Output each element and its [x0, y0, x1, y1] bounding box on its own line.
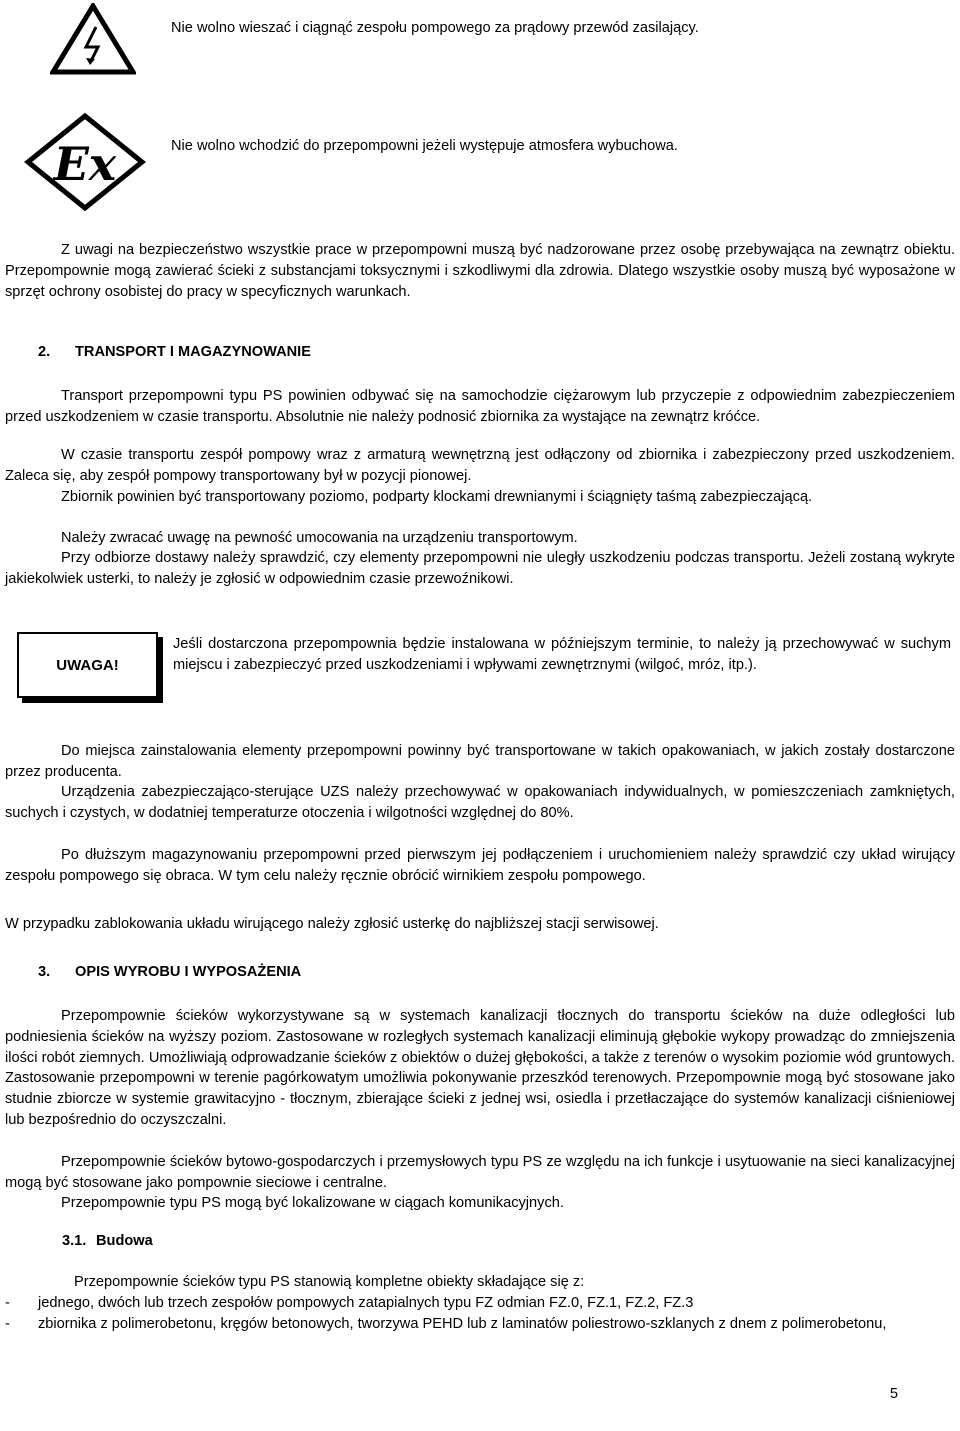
- list-item: zbiornika z polimerobetonu, kręgów betonowych, tworzywa PEHD lub z laminatów poliestrowo-szklanych z dnem z polimerobetonu,: [38, 1316, 887, 1332]
- uwaga-label: UWAGA!: [56, 656, 119, 674]
- warning-explosive-text: Nie wolno wchodzić do przepompowni jeżeli występuje atmosfera wybuchowa.: [171, 138, 678, 154]
- section-3-paragraph: Przepompownie ścieków bytowo-gospodarczych i przemysłowych typu PS ze względu na ich funkcje i usytuowanie na sieci kanalizacyjnej mogą być stosowane jako pompownie sieciowe i centralne.: [5, 1154, 955, 1191]
- high-voltage-warning-icon: [50, 3, 136, 75]
- section-3-paragraph: Przepompownie typu PS mogą być lokalizowane w ciągach komunikacyjnych.: [61, 1195, 564, 1211]
- list-dash: -: [5, 1316, 10, 1332]
- section-3-1-number: 3.1.: [62, 1233, 87, 1249]
- safety-paragraph: Z uwagi na bezpieczeństwo wszystkie prace w przepompowni muszą być nadzorowane przez osobę przebywająca na zewnątrz obiektu. Przepompownie mogą zawierać ścieki z substancjami toksycznymi i szkodliwymi dla zdrowia. Dlatego wszystkie osoby muszą być wyposażone w sprzęt ochrony osobistej do pracy w specyficznych warunkach.: [5, 242, 955, 300]
- list-item: jednego, dwóch lub trzech zespołów pompowych zatapialnych typu FZ odmian FZ.0, FZ.1, FZ.2, FZ.3: [38, 1295, 694, 1311]
- list-dash: -: [5, 1295, 10, 1311]
- section-2-number: 2.: [38, 344, 51, 360]
- uwaga-box: [17, 632, 158, 698]
- section-2-title: TRANSPORT I MAGAZYNOWANIE: [75, 344, 311, 360]
- warning-electric-text: Nie wolno wieszać i ciągnąć zespołu pompowego za prądowy przewód zasilający.: [171, 20, 699, 36]
- ex-icon-label: Ex: [53, 137, 117, 191]
- section-3-1-intro: Przepompownie ścieków typu PS stanowią kompletne obiekty składające się z:: [74, 1274, 585, 1290]
- section-2-paragraph: W czasie transportu zespół pompowy wraz z armaturą wewnętrzną jest odłączony od zbiornika i zabezpieczony przed uszkodzeniem. Zaleca się, aby zespół pompowy transportowany był w pozycji pionowej.: [5, 447, 955, 484]
- section-3-title: OPIS WYROBU I WYPOSAŻENIA: [75, 964, 302, 980]
- section-3-number: 3.: [38, 964, 51, 980]
- storage-paragraph: Urządzenia zabezpieczająco-sterujące UZS należy przechowywać w opakowaniach indywidualnych, w pomieszczeniach zamkniętych, suchych i czystych, w dodatniej temperaturze otoczenia i wilgotności względnej do 80%.: [5, 784, 955, 821]
- storage-paragraph: Po dłuższym magazynowaniu przepompowni przed pierwszym jej podłączeniem i uruchomieniem należy sprawdzić czy układ wirujący zespołu pompowego się obraca. W tym celu należy ręcznie obrócić wirnikiem zespołu pompowego.: [5, 847, 955, 884]
- section-2-paragraph: Przy odbiorze dostawy należy sprawdzić, czy elementy przepompowni nie uległy uszkodzeniu podczas transportu. Jeżeli zostaną wykryte jakiekolwiek usterki, to należy je zgłosić w odpowiednim czasie przewoźnikowi.: [5, 550, 955, 587]
- storage-paragraph: Do miejsca zainstalowania elementy przepompowni powinny być transportowane w takich opakowaniach, w jakich zostały dostarczone przez producenta.: [5, 743, 955, 780]
- section-2-paragraph: Zbiornik powinien być transportowany poziomo, podparty klockami drewnianymi i ściągnięty taśmą zabezpieczającą.: [61, 489, 813, 505]
- page-number: 5: [889, 1386, 898, 1402]
- section-3-paragraph: Przepompownie ścieków wykorzystywane są w systemach kanalizacji tłocznych do transportu ścieków na duże odległości lub podniesienia ścieków na wyższy poziom. Zastosowane w rozległych systemach kanalizacji eliminują głębokie wykopy prowadząc do zmniejszenia ilości robót ziemnych. Umożliwiają odprowadzanie ścieków z obiektów o dużej głębokości, a także z terenów o wysokim poziomie wód gruntowych. Zastosowanie przepompowni w terenie pagórkowatym umożliwia pokonywanie przeszkód terenowych. Przepompownie mogą być stosowane jako studnie zbiorcze w systemie grawitacyjno - tłocznym, zbierające ścieki z jednej wsi, osiedla i przetłaczające do systemów kanalizacji ciśnieniowej lub bezpośrednio do oczyszczalni.: [5, 1008, 955, 1128]
- section-2-paragraph: Transport przepompowni typu PS powinien odbywać się na samochodzie ciężarowym lub przyczepie z odpowiednim zabezpieczeniem przed uszkodzeniem w czasie transportu. Absolutnie nie należy podnosić zbiornika za wystające na zewnątrz króćce.: [5, 388, 955, 425]
- section-3-1-title: Budowa: [96, 1233, 153, 1249]
- storage-paragraph: W przypadku zablokowania układu wirującego należy zgłosić usterkę do najbliższej stacji serwisowej.: [5, 916, 659, 932]
- section-2-paragraph: Należy zwracać uwagę na pewność umocowania na urządzeniu transportowym.: [61, 530, 578, 546]
- explosive-atmosphere-icon: [24, 112, 146, 212]
- uwaga-text: Jeśli dostarczona przepompownia będzie instalowana w późniejszym terminie, to należy ją przechowywać w suchym miejscu i zabezpieczyć przed uszkodzeniami i wpływami zewnętrznymi (wilgoć, mróz, itp.).: [173, 636, 951, 673]
